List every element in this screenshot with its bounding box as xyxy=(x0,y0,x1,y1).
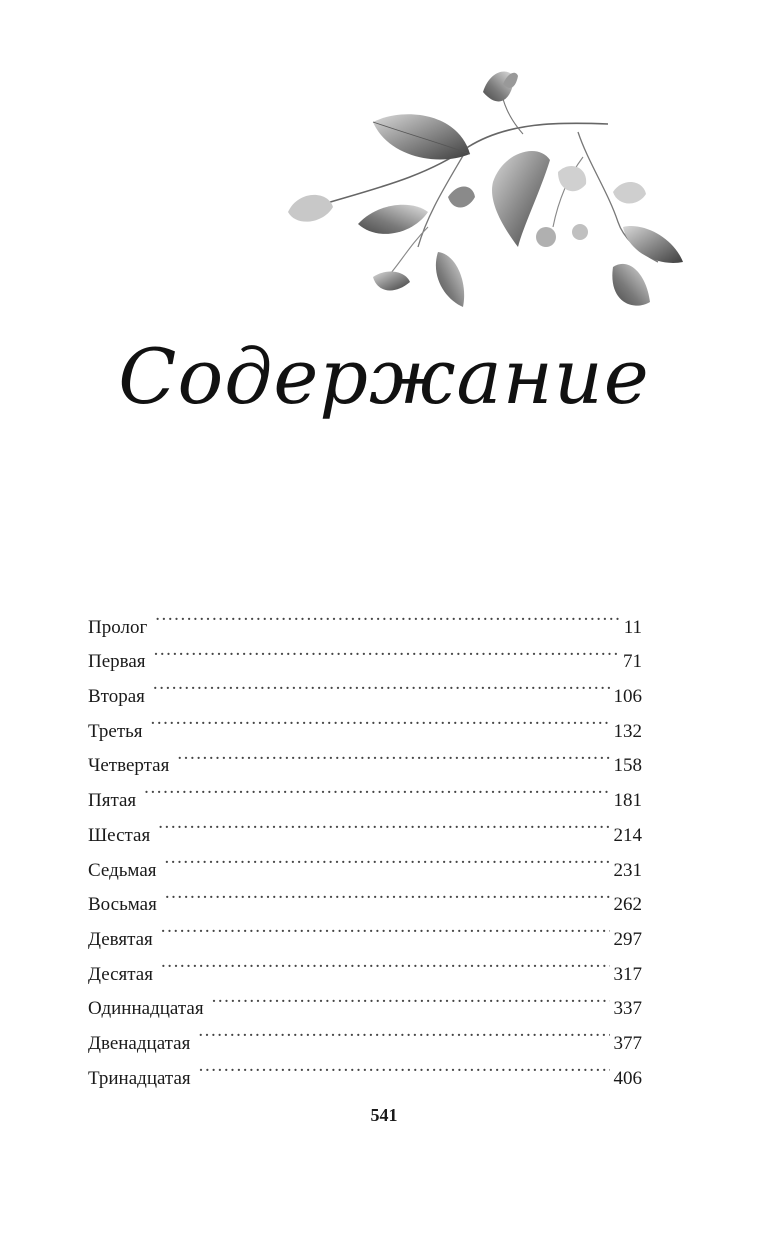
chapter-page: 262 xyxy=(613,894,642,916)
chapter-title: Пятая xyxy=(88,790,137,812)
toc-entry[interactable] xyxy=(88,841,642,881)
dot-leader xyxy=(154,633,619,668)
dot-leader xyxy=(199,1049,610,1084)
chapter-title: Первая xyxy=(88,651,146,673)
page-number: 541 xyxy=(370,1105,398,1125)
chapter-page: 71 xyxy=(623,651,642,673)
toc-entry[interactable] xyxy=(88,667,642,708)
dot-leader xyxy=(158,806,609,841)
table-of-contents xyxy=(88,598,642,1089)
floral-branch-icon xyxy=(278,62,688,327)
chapter-title: Тринадцатая xyxy=(88,1067,191,1089)
dot-leader xyxy=(144,771,609,806)
chapter-page: 337 xyxy=(613,998,642,1020)
toc-entry[interactable] xyxy=(88,945,642,985)
chapter-page: 132 xyxy=(613,720,642,742)
page-title: Содержание xyxy=(118,332,650,421)
dot-leader xyxy=(177,737,609,772)
chapter-title: Девятая xyxy=(88,928,153,950)
chapter-title: Шестая xyxy=(88,824,151,846)
toc-entry[interactable] xyxy=(88,633,642,673)
chapter-page: 297 xyxy=(613,928,642,950)
chapter-title: Четвертая xyxy=(88,755,170,777)
toc-entry[interactable] xyxy=(88,910,642,950)
chapter-page: 11 xyxy=(623,616,642,638)
chapter-page: 106 xyxy=(613,686,642,708)
dot-leader xyxy=(161,945,610,980)
toc-entry[interactable] xyxy=(88,771,642,812)
chapter-title: Восьмая xyxy=(88,894,157,916)
toc-entry[interactable] xyxy=(88,702,642,742)
chapter-title: Десятая xyxy=(88,963,153,985)
chapter-title: Вторая xyxy=(88,686,145,708)
chapter-page: 158 xyxy=(613,755,642,777)
chapter-page: 181 xyxy=(613,790,642,812)
chapter-page: 377 xyxy=(613,1032,642,1054)
toc-entry[interactable] xyxy=(88,737,642,777)
chapter-title: Двенадцатая xyxy=(88,1032,191,1054)
dot-leader xyxy=(155,598,619,633)
toc-entry[interactable] xyxy=(88,980,642,1020)
chapter-page: 317 xyxy=(613,963,642,985)
dot-leader xyxy=(165,841,610,876)
toc-entry[interactable] xyxy=(88,806,642,846)
chapter-title: Одиннадцатая xyxy=(88,998,204,1020)
chapter-title: Третья xyxy=(88,720,143,742)
dot-leader xyxy=(151,702,610,737)
dot-leader xyxy=(153,667,610,702)
dot-leader xyxy=(165,876,610,911)
chapter-title: Седьмая xyxy=(88,859,157,881)
toc-entry[interactable] xyxy=(88,876,642,916)
toc-entry[interactable] xyxy=(88,598,642,638)
chapter-page: 406 xyxy=(613,1067,642,1089)
dot-leader xyxy=(212,980,610,1015)
dot-leader xyxy=(198,1014,609,1049)
chapter-title: Пролог xyxy=(88,616,148,638)
dot-leader xyxy=(161,910,610,945)
chapter-page: 214 xyxy=(613,824,642,846)
chapter-page: 231 xyxy=(613,859,642,881)
